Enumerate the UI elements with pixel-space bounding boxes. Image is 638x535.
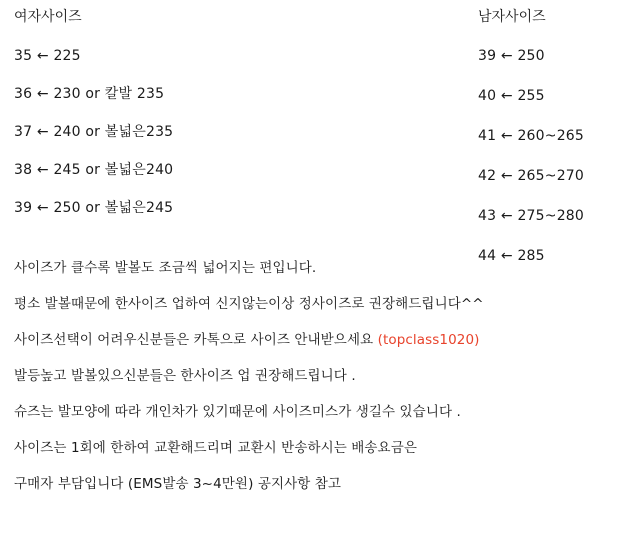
women-size-row: 37 ← 240 or 볼넓은235 xyxy=(14,124,174,140)
men-size-row: 41 ← 260~265 xyxy=(478,128,585,144)
note-line: 사이즈는 1회에 한하여 교환해드리며 교환시 반송하시는 배송요금은 xyxy=(14,440,417,456)
notes-section xyxy=(14,259,634,511)
men-size-column xyxy=(478,8,633,287)
note-line: 슈즈는 발모양에 따라 개인차가 있기때문에 사이즈미스가 생길수 있습니다 . xyxy=(14,404,461,420)
note-line-kakao xyxy=(14,331,634,349)
women-size-row: 38 ← 245 or 볼넓은240 xyxy=(14,162,174,178)
note-line: 평소 발볼때문에 한사이즈 업하여 신지않는이상 정사이즈로 권장해드립니다^^ xyxy=(14,296,484,312)
note-line: 구매자 부담입니다 (EMS발송 3~4만원) 공지사항 참고 xyxy=(14,476,342,492)
women-size-header: 여자사이즈 xyxy=(14,9,82,25)
women-size-row: 35 ← 225 xyxy=(14,48,81,64)
note-text: 사이즈선택이 어려우신분들은 카톡으로 사이즈 안내받으세요 xyxy=(14,332,378,348)
men-size-header: 남자사이즈 xyxy=(478,9,546,25)
note-line: 발등높고 발볼있으신분들은 한사이즈 업 권장해드립니다 . xyxy=(14,368,356,384)
men-size-row: 39 ← 250 xyxy=(478,48,545,64)
men-size-row: 44 ← 285 xyxy=(478,248,545,264)
women-size-column xyxy=(14,8,454,237)
women-size-row: 39 ← 250 or 볼넓은245 xyxy=(14,200,174,216)
men-size-row: 42 ← 265~270 xyxy=(478,168,585,184)
men-size-row: 43 ← 275~280 xyxy=(478,208,585,224)
note-line: 사이즈가 클수록 발볼도 조금씩 넓어지는 편입니다. xyxy=(14,260,317,276)
men-size-row: 40 ← 255 xyxy=(478,88,545,104)
women-size-row: 36 ← 230 or 칼발 235 xyxy=(14,86,165,102)
kakao-id-highlight: (topclass1020) xyxy=(377,332,480,348)
